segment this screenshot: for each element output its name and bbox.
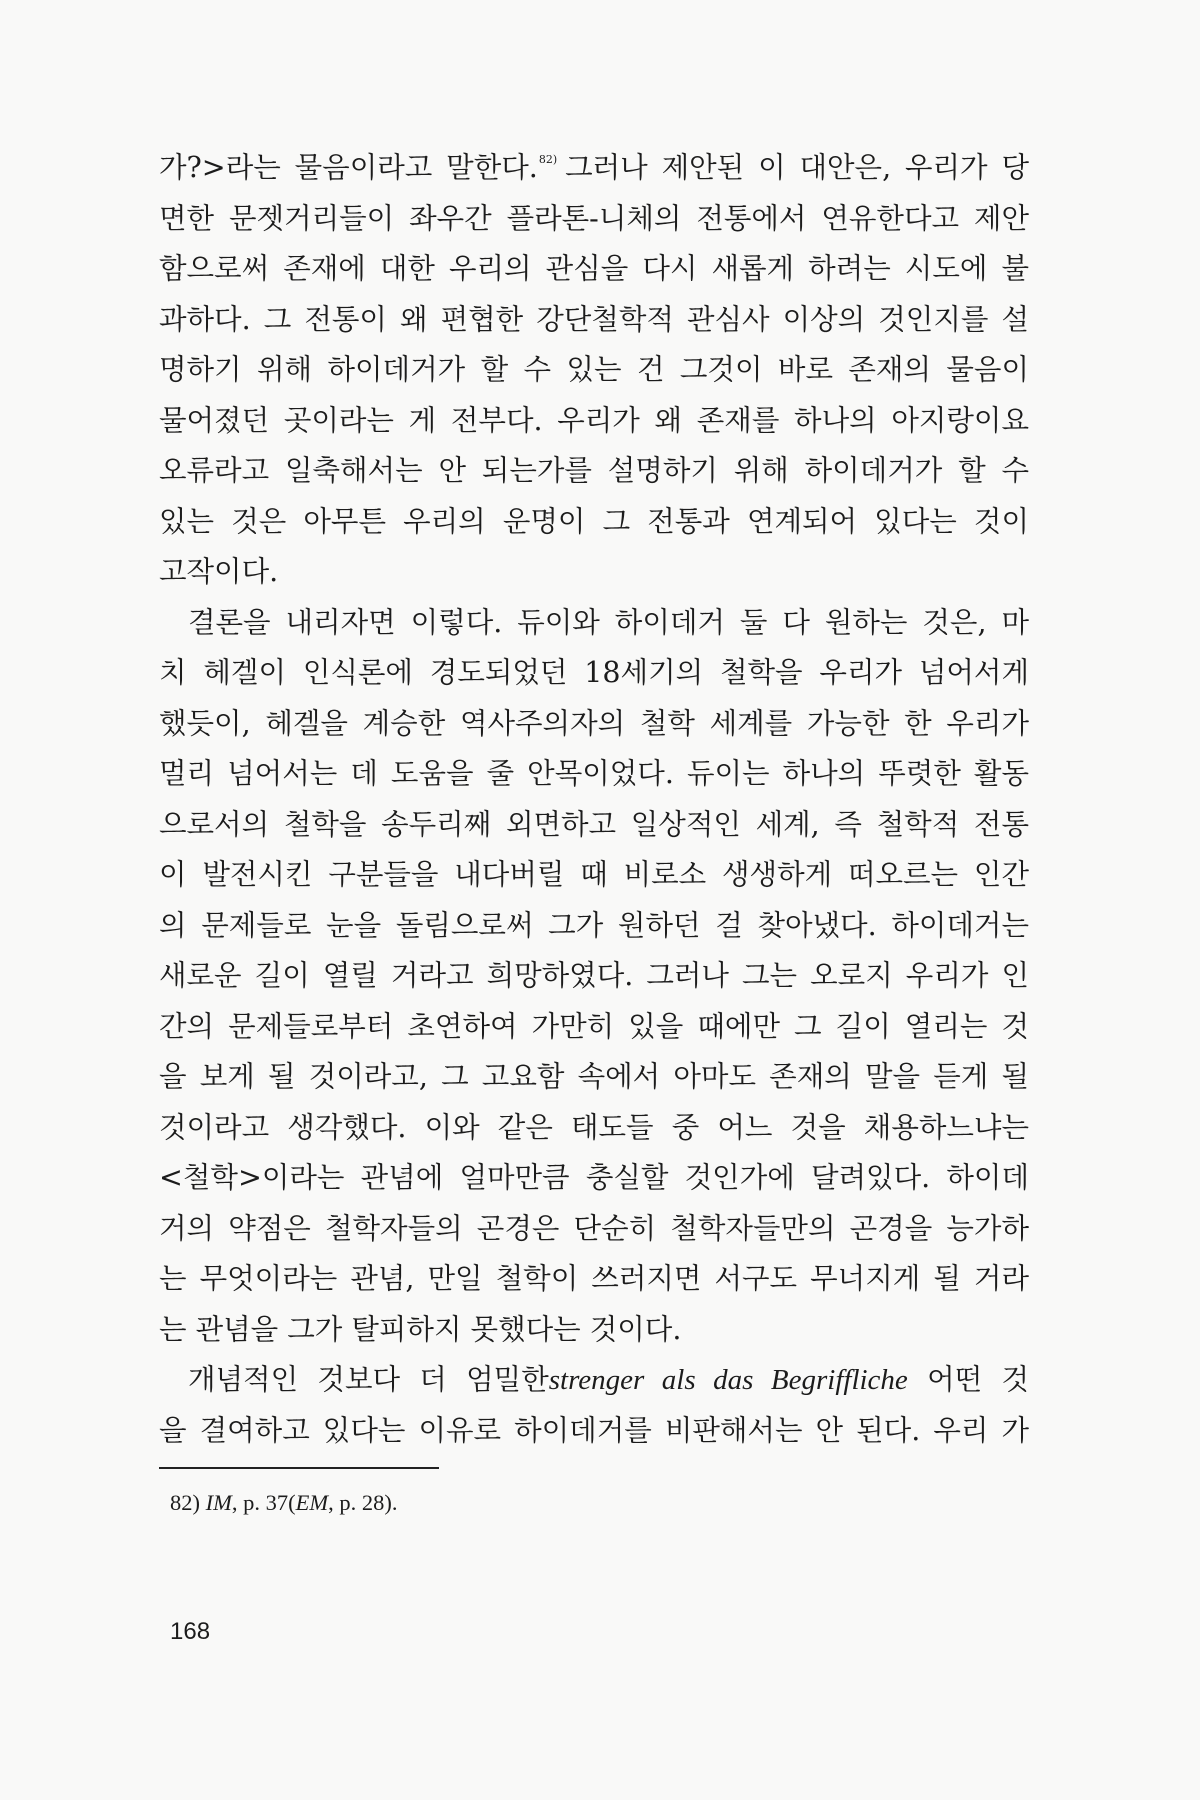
text-line: 이 발전시킨 구분들을 내다버릴 때 비로소 생생하게 떠오르는 인간 <box>159 858 1029 891</box>
text-line: 과하다. 그 전통이 왜 편협한 강단철학적 관심사 이상의 것인지를 설 <box>159 302 1029 336</box>
text-line: 것이라고 생각했다. 이와 같은 태도들 중 어느 것을 채용하느냐는 <box>159 1110 1029 1144</box>
text-span: 개념적인 것보다 더 엄밀한 <box>188 1363 549 1396</box>
footnote-orig-abbr: EM <box>295 1490 329 1515</box>
text-line: <철학>이라는 관념에 얼마만큼 충실할 것인가에 달려있다. 하이데 <box>159 1161 1029 1194</box>
text-span: 어떤 것 <box>907 1363 1029 1396</box>
text-line: 새로운 길이 열릴 거라고 희망하였다. 그러나 그는 오로지 우리가 인 <box>159 959 1029 992</box>
text-line: 오류라고 일축해서는 안 되는가를 설명하기 위해 하이데거가 할 수 <box>159 454 1029 487</box>
text-line <box>159 1355 1029 1406</box>
german-term: strenger als das Begriffliche <box>548 1364 908 1396</box>
footnote-separator <box>159 1467 439 1469</box>
text-line: 멀리 넘어서는 데 도움을 줄 안목이었다. 듀이는 하나의 뚜렷한 활동 <box>159 757 1029 790</box>
text-line: 을 결여하고 있다는 이유로 하이데거를 비판해서는 안 된다. 우리 가 <box>159 1413 1029 1447</box>
text-line: 간의 문제들로부터 초연하여 가만히 있을 때에만 그 길이 열리는 것 <box>159 1009 1029 1043</box>
text-line: 고작이다. <box>159 555 279 588</box>
text-line: 는 관념을 그가 탈피하지 못했다는 것이다. <box>159 1312 682 1346</box>
text-line: 는 무엇이라는 관념, 만일 철학이 쓰러지면 서구도 무너지게 될 거라 <box>159 1262 1029 1295</box>
text-line: 면한 문젯거리들이 좌우간 플라톤-니체의 전통에서 연유한다고 제안 <box>159 201 1029 235</box>
footnote-page-ref: , p. 37( <box>231 1490 296 1515</box>
footnote-source-abbr: IM <box>205 1490 232 1515</box>
text-line: 결론을 내리자면 이렇다. 듀이와 하이데거 둘 다 원하는 것은, 마 <box>188 605 1029 639</box>
text-line: 했듯이, 헤겔을 계승한 역사주의자의 철학 세계를 가능한 한 우리가 <box>159 706 1029 740</box>
text-line: 의 문제들로 눈을 돌림으로써 그가 원하던 걸 찾아냈다. 하이데거는 <box>159 908 1029 942</box>
text-line: 있는 것은 아무튼 우리의 운명이 그 전통과 연계되어 있다는 것이 <box>159 504 1029 538</box>
text-line: 명하기 위해 하이데거가 할 수 있는 건 그것이 바로 존재의 물음이 <box>159 353 1029 386</box>
text-line: 치 헤겔이 인식론에 경도되었던 18세기의 철학을 우리가 넘어서게 <box>159 656 1029 689</box>
footnote-number: 82) <box>170 1490 200 1515</box>
text-line: 거의 약점은 철학자들의 곤경은 단순히 철학자들만의 곤경을 능가하 <box>159 1211 1029 1245</box>
footnote-orig-page-ref: , p. 28). <box>328 1490 398 1515</box>
text-line: 으로서의 철학을 송두리째 외면하고 일상적인 세계, 즉 철학적 전통 <box>159 807 1029 841</box>
text-span: 그러나 제안된 이 대안은, 우리가 당 <box>565 151 1030 184</box>
text-line <box>159 143 1029 194</box>
text-line: 을 보게 될 것이라고, 그 고요함 속에서 아마도 존재의 말을 듣게 될 <box>159 1060 1029 1093</box>
text-line: 물어졌던 곳이라는 게 전부다. 우리가 왜 존재를 하나의 아지랑이요 <box>159 403 1029 437</box>
page-number: 168 <box>170 1618 211 1645</box>
text-span: 가?>라는 물음이라고 말한다. <box>159 151 538 184</box>
footnote <box>170 1490 398 1516</box>
footnote-reference: 82) <box>538 153 558 166</box>
text-line: 함으로써 존재에 대한 우리의 관심을 다시 새롭게 하려는 시도에 불 <box>159 252 1029 285</box>
body-text <box>159 143 1029 1456</box>
